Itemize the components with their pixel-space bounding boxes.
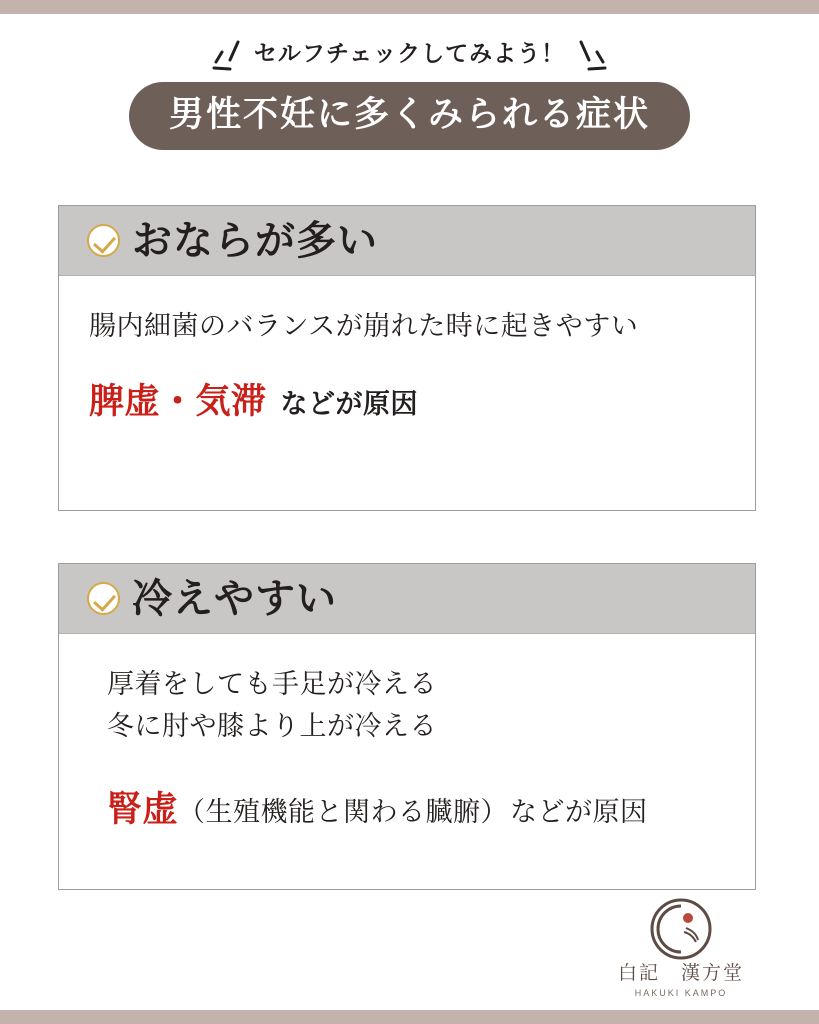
check-circle-icon — [87, 582, 120, 615]
brand-name-romaji: HAKUKI KAMPO — [634, 988, 728, 998]
symptom-card-1 — [58, 205, 756, 511]
symptom-card-2-cause-tail: などが原因 — [510, 796, 648, 827]
symptom-card-1-cause-tail: などが原因 — [280, 388, 419, 419]
check-circle-icon — [87, 224, 120, 257]
symptom-card-2-cause — [89, 782, 725, 832]
symptom-card-1-line-1: 腸内細菌のバランスが崩れた時に起きやすい — [89, 311, 639, 341]
symptom-card-2-line-2: 冬に肘や膝より上が冷える — [107, 710, 437, 741]
sparkle-left-icon — [208, 38, 248, 82]
symptom-card-1-body — [59, 276, 755, 424]
symptom-card-1-title: おならが多い — [132, 218, 378, 263]
symptom-card-2-body — [59, 634, 755, 832]
symptom-card-2-cause-term: 腎虚 — [107, 789, 179, 829]
eyebrow-wrapper — [208, 40, 611, 68]
page-header — [0, 40, 819, 150]
symptom-card-2-cause-note: （生殖機能と関わる臓腑） — [178, 796, 509, 827]
top-decorative-band — [0, 0, 819, 14]
symptom-card-2 — [58, 563, 756, 890]
symptom-card-1-cause — [89, 374, 725, 424]
page-title: 男性不妊に多くみられる症状 — [129, 82, 690, 151]
symptom-card-2-header — [59, 564, 755, 634]
symptom-card-1-header — [59, 206, 755, 276]
brand-name: 白記 漢方堂 — [617, 963, 744, 985]
symptom-card-2-line-1: 厚着をしても手足が冷える — [107, 669, 437, 699]
symptom-card-2-title: 冷えやすい — [132, 576, 337, 621]
eyebrow-text: セルフチェックしてみよう！ — [253, 40, 566, 66]
bottom-decorative-band — [0, 1010, 819, 1024]
hakuki-kampo-logo-icon — [650, 898, 712, 960]
brand-logo — [595, 898, 767, 998]
symptom-card-1-cause-term: 脾虚・気滞 — [89, 381, 267, 421]
sparkle-right-icon — [571, 38, 611, 82]
